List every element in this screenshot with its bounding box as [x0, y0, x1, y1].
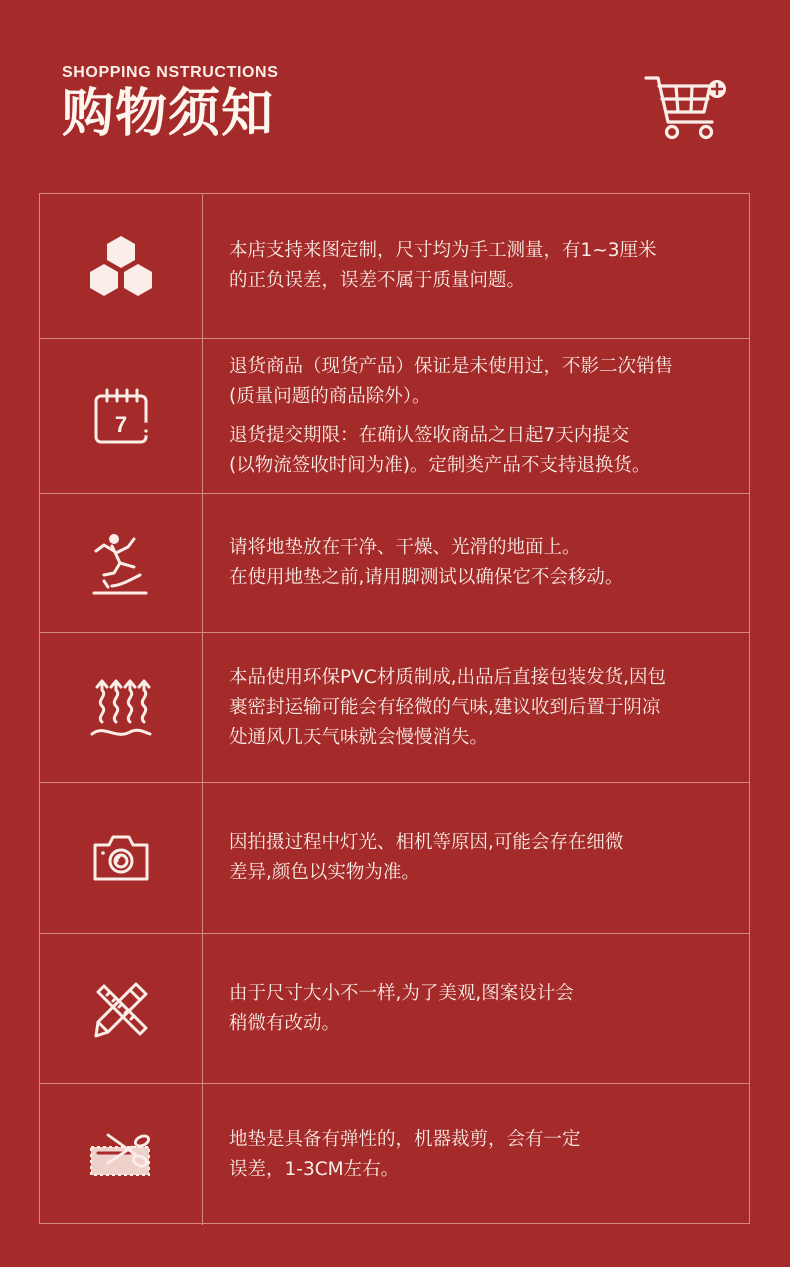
page-title: 购物须知	[62, 83, 275, 144]
text-line: 退货商品（现货产品）保证是未使用过，不影二次销售	[229, 355, 674, 377]
text-line: 因拍摄过程中灯光、相机等原因,可能会存在细微	[229, 832, 624, 853]
text-line: 稍微有改动。	[229, 1012, 341, 1034]
text-line: 裹密封运输可能会有轻微的气味,建议收到后置于阴凉	[229, 696, 661, 718]
hexagon-cluster-icon	[88, 234, 154, 298]
text-line: 本店支持来图定制，尺寸均为手工测量，有1~3厘米	[229, 240, 657, 261]
text-line: 差异,颜色以实物为准。	[229, 862, 420, 883]
header-subtitle: SHOPPING NSTRUCTIONS	[62, 64, 279, 81]
instruction-row	[40, 494, 749, 633]
scissors-cut-icon	[88, 1129, 154, 1181]
odor-vapor-icon	[90, 676, 152, 740]
text-line: 请将地垫放在干净、干燥、光滑的地面上。	[229, 537, 581, 558]
row-text	[229, 783, 729, 933]
row-text	[229, 1084, 729, 1225]
row-text	[229, 934, 729, 1083]
text-line: 由于尺寸大小不一样,为了美观,图案设计会	[229, 982, 574, 1004]
row-text	[229, 339, 729, 493]
header	[62, 64, 278, 144]
instruction-row	[40, 1084, 749, 1225]
row-text	[229, 194, 729, 338]
instruction-row	[40, 194, 749, 339]
text-line: 误差，1-3CM左右。	[229, 1158, 400, 1180]
text-line: (质量问题的商品除外）。	[229, 385, 431, 407]
calendar-7-icon	[93, 387, 149, 445]
slip-warning-icon	[92, 531, 150, 595]
row-text	[229, 633, 729, 782]
instruction-row	[40, 934, 749, 1084]
shopping-cart-plus-icon	[642, 72, 732, 148]
text-line: 的正负误差，误差不属于质量问题。	[229, 270, 526, 291]
ruler-pencil-icon	[90, 978, 152, 1040]
instructions-table	[39, 193, 750, 1224]
text-line: 在使用地垫之前,请用脚测试以确保它不会移动。	[229, 567, 624, 588]
text-line: 地垫是具备有弹性的，机器裁剪，会有一定	[229, 1128, 581, 1150]
text-line: 本品使用环保PVC材质制成,出品后直接包装发货,因包	[229, 666, 666, 688]
instruction-row	[40, 633, 749, 783]
text-line: 处通风几天气味就会慢慢消失。	[229, 726, 489, 748]
camera-icon	[91, 833, 151, 883]
row-text	[229, 494, 729, 632]
text-line: (以物流签收时间为准)。定制类产品不支持退换货。	[229, 454, 651, 476]
instruction-row	[40, 783, 749, 934]
text-line: 退货提交期限：在确认签收商品之日起7天内提交	[229, 424, 630, 446]
instruction-row	[40, 339, 749, 494]
calendar-day-label: 7	[114, 412, 128, 437]
